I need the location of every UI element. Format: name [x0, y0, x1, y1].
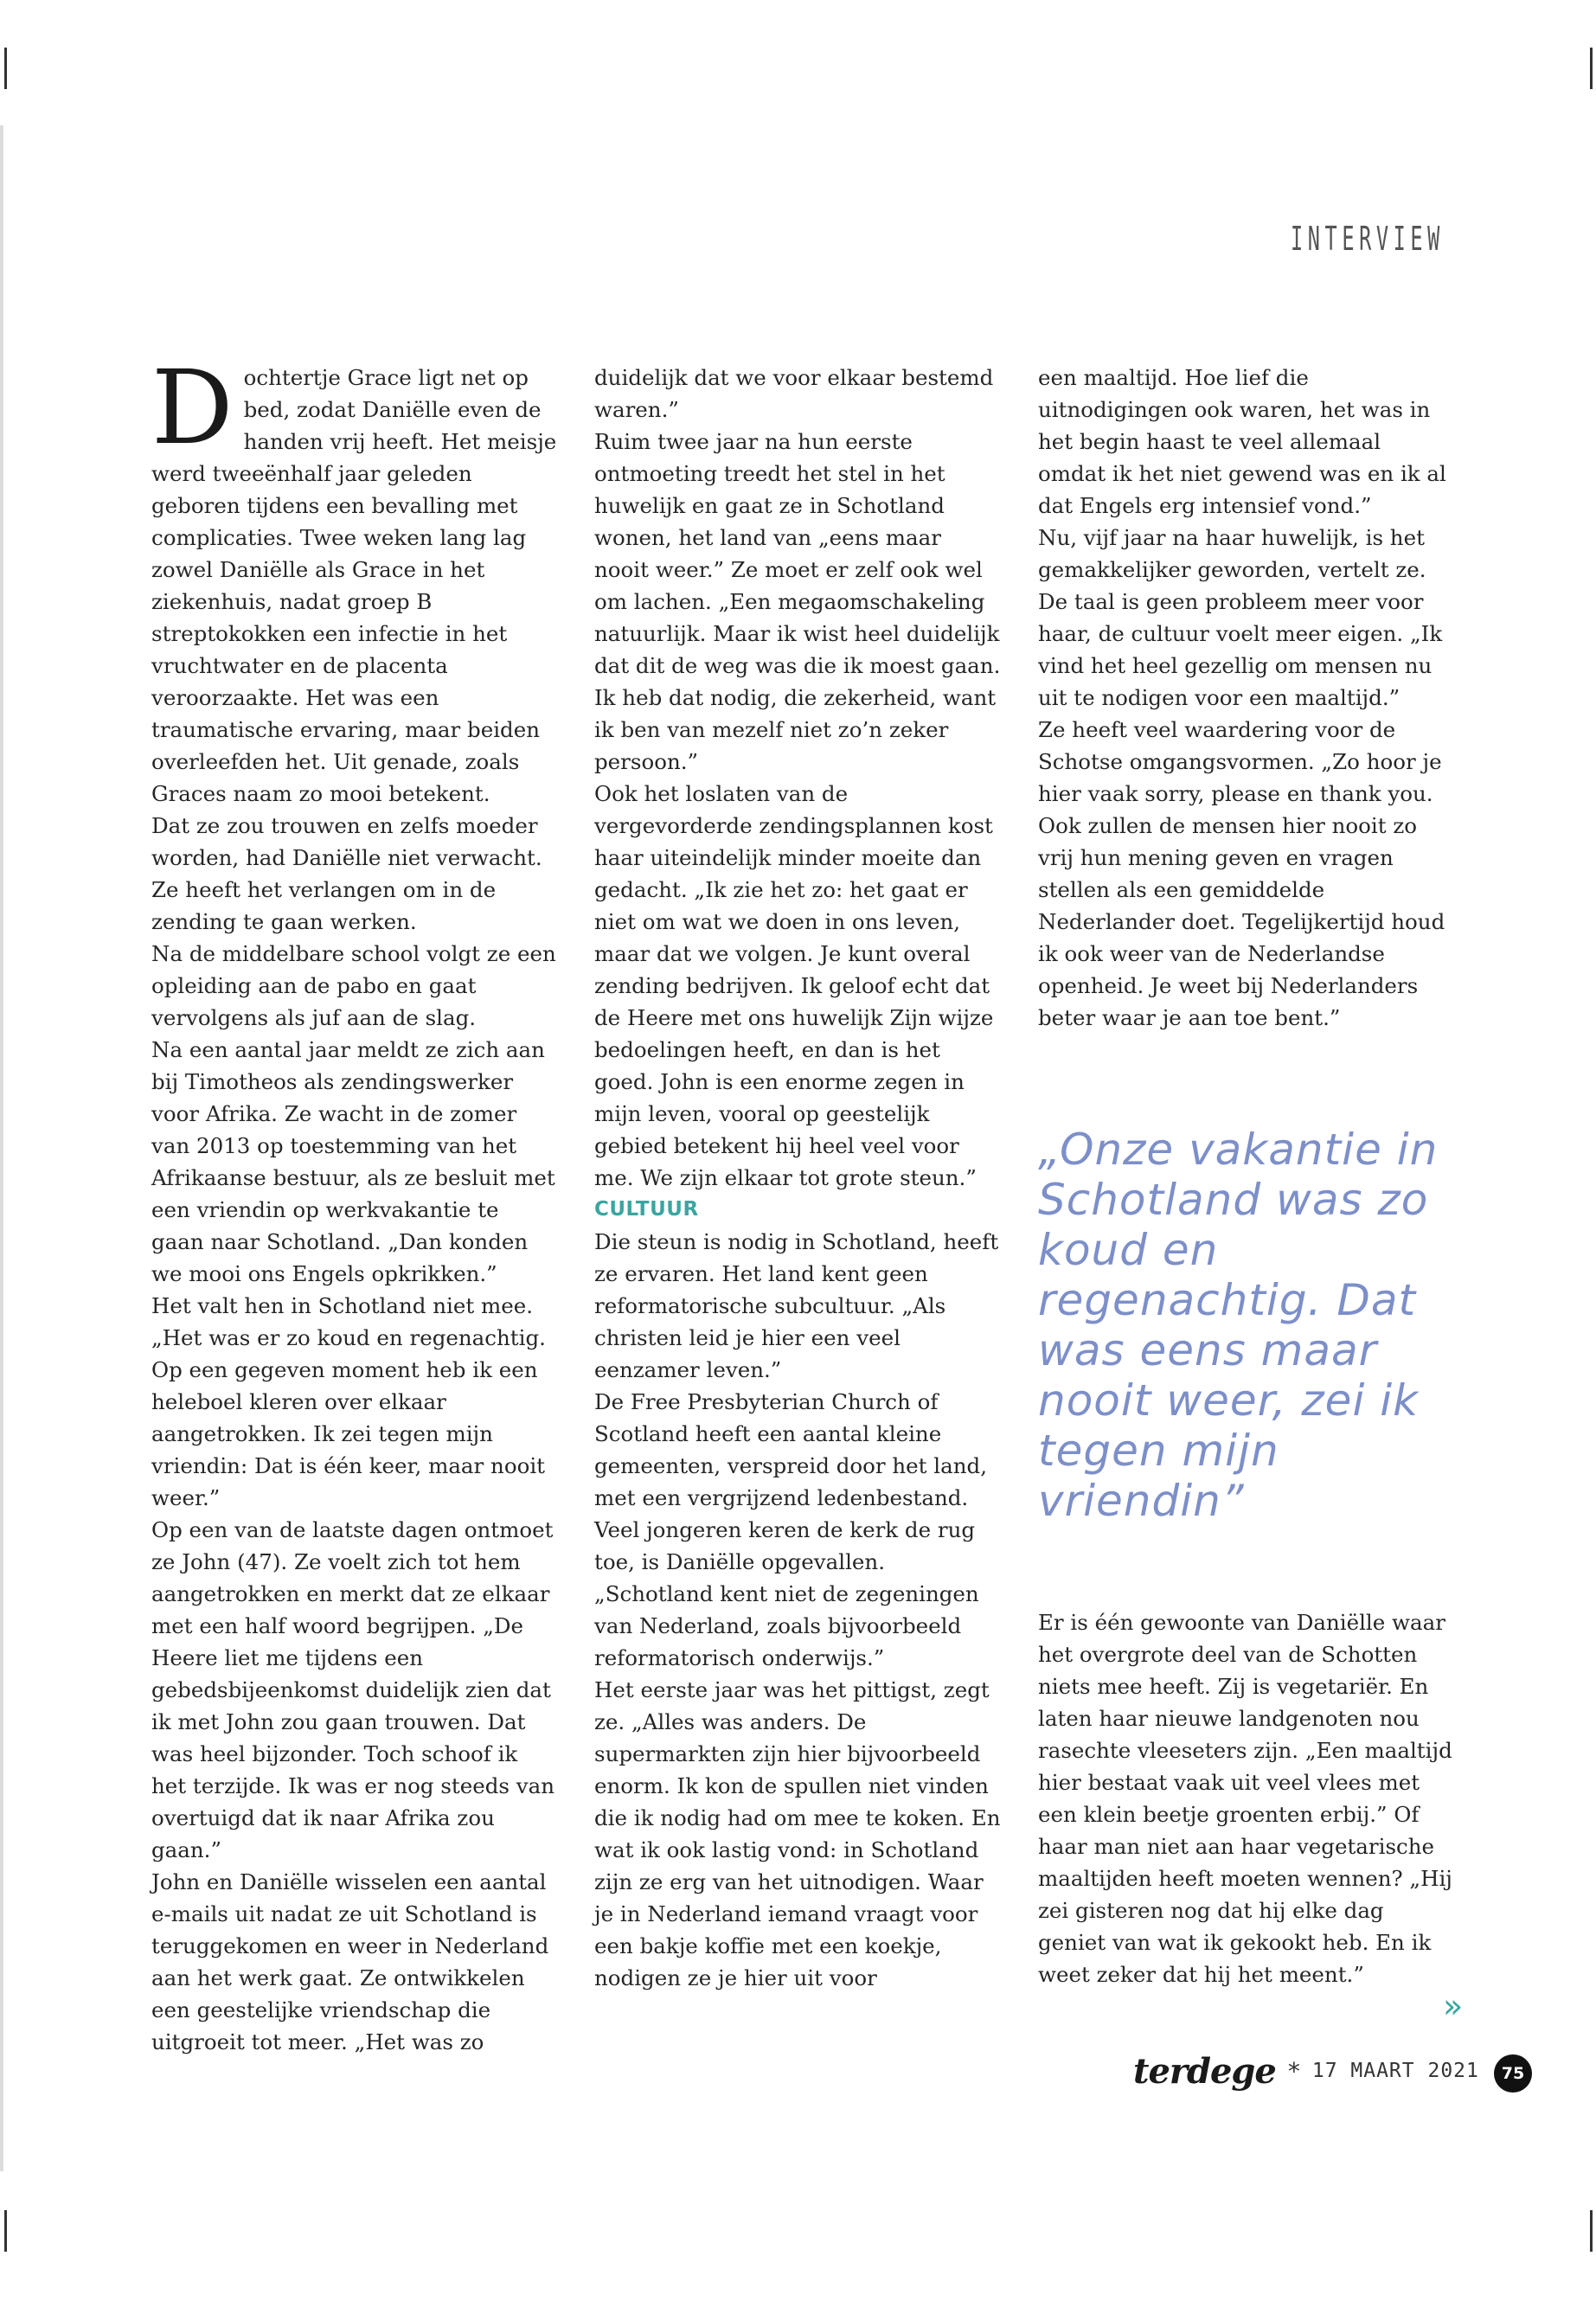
article-column-3-continued — [1038, 1606, 1453, 1990]
page-footer — [1133, 2050, 1479, 2092]
paragraph: Dochtertje Grace ligt net op bed, zodat Daniëlle even de handen vrij heeft. Het meisje werd tweeënhalf jaar geleden geboren tijdens een bevalling met complicaties. Twee weken lang lag zowel Daniëlle als Grace in het ziekenhuis, nadat groep B streptokokken een infectie in het vruchtwater en de placenta veroorzaakte. Het was een traumatische ervaring, maar beiden overleefden het. Uit genade, zoals Graces naam zo mooi betekent. — [151, 348, 557, 806]
paragraph: Ook het loslaten van de vergevorderde zendingsplannen kost haar uiteindelijk minder moeite dan gedacht. „Ik zie het zo: het gaat er niet om wat we doen in ons leven, maar dat we volgen. Je kunt overal zending bedrijven. Ik geloof echt dat de Heere met ons huwelijk Zijn wijze bedoelingen heeft, en dan is het goed. John is een enorme zegen in mijn leven, vooral op geestelijk gebied betekent hij heel veel voor me. We zijn elkaar tot grote steun.” — [594, 781, 994, 1190]
crop-mark-top-left — [4, 48, 7, 89]
paragraph: duidelijk dat we voor elkaar bestemd waren.” — [594, 365, 994, 422]
asterisk-separator-icon: * — [1287, 2056, 1300, 2086]
pull-quote: „Onze vakantie in Schotland was zo koud en regenachtig. Dat was eens maar nooit weer, zei ik tegen mijn vriendin” — [1038, 1125, 1439, 1526]
crop-mark-bottom-left — [4, 2210, 7, 2252]
paragraph: Het valt hen in Schotland niet mee. „Het was er zo koud en regenachtig. Op een gegeven moment heb ik een heleboel kleren over elkaar aangetrokken. Ik zei tegen mijn vriendin: Dat is één keer, maar nooit weer.” — [151, 1293, 546, 1510]
crop-mark-bottom-right — [1590, 2210, 1593, 2252]
end-of-article-icon: » — [1443, 1987, 1464, 2025]
paragraph: Ruim twee jaar na hun eerste ontmoeting treedt het stel in het huwelijk en gaat ze in Schotland wonen, het land van „eens maar nooit weer.” Ze moet er zelf ook wel om lachen. „Een megaomschakeling natuurlijk. Maar ik wist heel duidelijk dat dit de weg was die ik moest gaan. Ik heb dat nodig, die zekerheid, want ik ben van mezelf niet zo’n zeker persoon.” — [594, 429, 1001, 774]
article-column-2 — [594, 362, 1001, 1994]
paragraph: Dat ze zou trouwen en zelfs moeder worden, had Daniëlle niet verwacht. Ze heeft het verlangen om in de zending te gaan werken. — [151, 813, 542, 934]
paragraph: Er is één gewoonte van Daniëlle waar het overgrote deel van de Schotten niets mee heeft. Zij is vegetariër. En laten haar nieuwe landgenoten nou rasechte vleeseters zijn. „Een maaltijd hier bestaat vaak uit veel vlees met een klein beetje groenten erbij.” Of haar man niet aan haar vegetarische maaltijden heeft moeten wennen? „Hij zei gisteren nog dat hij elke dag geniet van wat ik gekookt heb. En ik weet zeker dat hij het meent.” — [1038, 1610, 1452, 1987]
paragraph: John en Daniëlle wisselen een aantal e-mails uit nadat ze uit Schotland is teruggekomen en weer in Nederland aan het werk gaat. Ze ontwikkelen een geestelijke vriendschap die uitgroeit tot meer. „Het was zo — [151, 1869, 549, 2054]
drop-cap: D — [151, 348, 234, 467]
paragraph: Na de middelbare school volgt ze een opleiding aan de pabo en gaat vervolgens als juf aan de slag. — [151, 941, 556, 1030]
article-column-1 — [151, 348, 558, 2058]
paragraph: Na een aantal jaar meldt ze zich aan bij Timotheos als zendingswerker voor Afrika. Ze wacht in de zomer van 2013 op toestemming van het Afrikaanse bestuur, als ze besluit met een vriendin op werkvakantie te gaan naar Schotland. „Dan konden we mooi ons Engels opkrikken.” — [151, 1037, 555, 1286]
magazine-logo: terdege — [1133, 2050, 1276, 2092]
issue-date: 17 MAART 2021 — [1311, 2060, 1479, 2082]
paragraph: Nu, vijf jaar na haar huwelijk, is het gemakkelijker geworden, vertelt ze. De taal is geen probleem meer voor haar, de cultuur voelt meer eigen. „Ik vind het heel gezellig om mensen nu uit te nodigen voor een maaltijd.” — [1038, 525, 1443, 710]
section-label: INTERVIEW — [1291, 220, 1445, 258]
paragraph: Die steun is nodig in Schotland, heeft ze ervaren. Het land kent geen reformatorische subcultuur. „Als christen leid je hier een veel eenzamer leven.” — [594, 1229, 999, 1382]
paragraph: Het eerste jaar was het pittigst, zegt ze. „Alles was anders. De supermarkten zijn hier bijvoorbeeld enorm. Ik kon de spullen niet vinden die ik nodig had om mee te koken. En wat ik ook lastig vond: in Schotland zijn ze erg van het uitnodigen. Waar je in Nederland iemand vraagt voor een bakje koffie met een koekje, nodigen ze je hier uit voor — [594, 1677, 1001, 1990]
paragraph: De Free Presbyterian Church of Scotland heeft een aantal kleine gemeenten, verspreid door het land, met een vergrijzend ledenbestand. Veel jongeren keren de kerk de rug toe, is Daniëlle opgevallen. „Schotland kent niet de zegeningen van Nederland, zoals bijvoorbeeld reformatorisch onderwijs.” — [594, 1389, 988, 1670]
paragraph: een maaltijd. Hoe lief die uitnodigingen ook waren, het was in het begin haast te veel allemaal omdat ik het niet gewend was en ik al dat Engels erg intensief vond.” — [1038, 365, 1446, 518]
page-gutter — [0, 125, 3, 2171]
article-column-3 — [1038, 362, 1453, 1034]
paragraph: Ze heeft veel waardering voor de Schotse omgangsvormen. „Zo hoor je hier vaak sorry, please en thank you. Ook zullen de mensen hier nooit zo vrij hun mening geven en vragen stellen als een gemiddelde Nederlander doet. Tegelijkertijd houd ik ook weer van de Nederlandse openheid. Je weet bij Nederlanders beter waar je aan toe bent.” — [1038, 717, 1445, 1030]
page-number: 75 — [1494, 2054, 1532, 2093]
section-heading-cultuur: CULTUUR — [594, 1198, 699, 1221]
crop-mark-top-right — [1590, 48, 1593, 89]
paragraph: Op een van de laatste dagen ontmoet ze John (47). Ze voelt zich tot hem aangetrokken en merkt dat ze elkaar met een half woord begrijpen. „De Heere liet me tijdens een gebedsbijeenkomst duidelijk zien dat ik met John zou gaan trouwen. Dat was heel bijzonder. Toch schoof ik het terzijde. Ik was er nog steeds van overtuigd dat ik naar Afrika zou gaan.” — [151, 1517, 555, 1862]
